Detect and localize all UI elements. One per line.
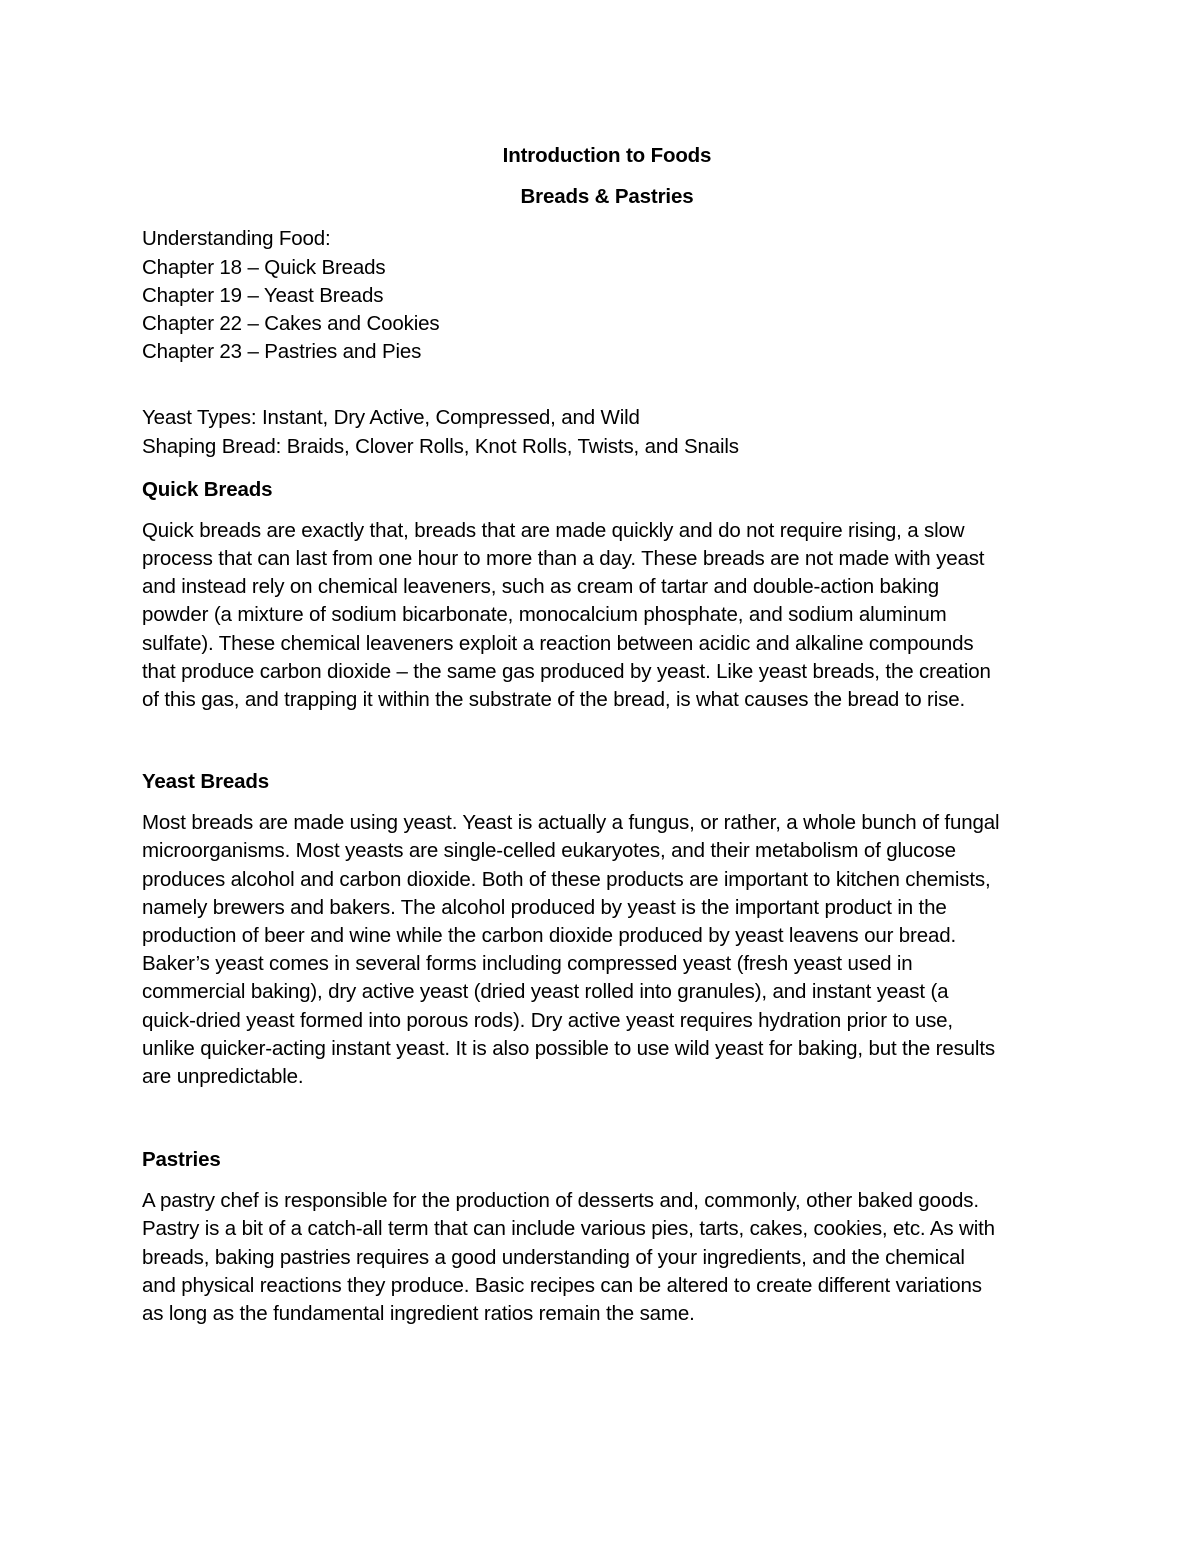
paragraph-line: production of beer and wine while the carbon dioxide produced by yeast leavens our bread. bbox=[142, 924, 957, 948]
paragraph-line: Pastry is a bit of a catch-all term that can include various pies, tarts, cakes, cookies, etc. As with bbox=[142, 1217, 995, 1241]
paragraph-line: produces alcohol and carbon dioxide. Both of these products are important to kitchen chemists, bbox=[142, 867, 991, 891]
section-quick-breads bbox=[142, 476, 1072, 714]
paragraph-line: quick-dried yeast formed into porous rods). Dry active yeast requires hydration prior to use, bbox=[142, 1008, 953, 1032]
paragraph-line: Baker’s yeast comes in several forms including compressed yeast (fresh yeast used in bbox=[142, 952, 913, 976]
paragraph-line: are unpredictable. bbox=[142, 1065, 304, 1089]
paragraph-line: namely brewers and bakers. The alcohol produced by yeast is the important product in the bbox=[142, 895, 947, 919]
types-list bbox=[142, 404, 1072, 460]
paragraph-line: sulfate). These chemical leaveners exploit a reaction between acidic and alkaline compounds bbox=[142, 631, 974, 655]
paragraph-line: Most breads are made using yeast. Yeast is actually a fungus, or rather, a whole bunch of fungal bbox=[142, 811, 1000, 835]
paragraph-line: commercial baking), dry active yeast (dried yeast rolled into granules), and instant yeast (a bbox=[142, 980, 949, 1004]
paragraph-line: microorganisms. Most yeasts are single-celled eukaryotes, and their metabolism of glucose bbox=[142, 839, 956, 863]
yeast-types-line: Yeast Types: Instant, Dry Active, Compressed, and Wild bbox=[142, 406, 640, 430]
shaping-bread-line: Shaping Bread: Braids, Clover Rolls, Knot Rolls, Twists, and Snails bbox=[142, 434, 739, 458]
paragraph-line: powder (a mixture of sodium bicarbonate, monocalcium phosphate, and sodium aluminum bbox=[142, 603, 947, 627]
reference-chapter-23: Chapter 23 – Pastries and Pies bbox=[142, 340, 422, 364]
section-body-yeast-breads bbox=[142, 809, 1072, 1091]
section-heading-yeast-breads: Yeast Breads bbox=[142, 770, 269, 794]
reference-chapter-18: Chapter 18 – Quick Breads bbox=[142, 255, 386, 279]
paragraph-line: A pastry chef is responsible for the production of desserts and, commonly, other baked goods. bbox=[142, 1189, 979, 1213]
paragraph-line: of this gas, and trapping it within the substrate of the bread, is what causes the bread to rise. bbox=[142, 688, 966, 712]
reference-chapter-22: Chapter 22 – Cakes and Cookies bbox=[142, 312, 440, 336]
paragraph-line: breads, baking pastries requires a good understanding of your ingredients, and the chemical bbox=[142, 1245, 965, 1269]
section-heading-pastries: Pastries bbox=[142, 1148, 221, 1172]
paragraph-line: and physical reactions they produce. Basic recipes can be altered to create different variations bbox=[142, 1273, 982, 1297]
document-subtitle: Breads & Pastries bbox=[520, 185, 694, 209]
reference-heading: Understanding Food: bbox=[142, 227, 331, 251]
paragraph-line: and instead rely on chemical leaveners, such as cream of tartar and double-action baking bbox=[142, 575, 940, 599]
section-body-pastries bbox=[142, 1187, 1072, 1328]
document-page bbox=[142, 142, 1072, 1328]
paragraph-line: as long as the fundamental ingredient ratios remain the same. bbox=[142, 1302, 695, 1326]
document-title: Introduction to Foods bbox=[502, 144, 712, 167]
reference-chapter-19: Chapter 19 – Yeast Breads bbox=[142, 283, 384, 307]
paragraph-line: Quick breads are exactly that, breads that are made quickly and do not require rising, a slow bbox=[142, 518, 965, 542]
section-pastries bbox=[142, 1146, 1072, 1328]
paragraph-line: that produce carbon dioxide – the same gas produced by yeast. Like yeast breads, the creation bbox=[142, 659, 991, 683]
paragraph-line: process that can last from one hour to more than a day. These breads are not made with yeast bbox=[142, 547, 985, 571]
section-yeast-breads bbox=[142, 768, 1072, 1091]
paragraph-line: unlike quicker-acting instant yeast. It is also possible to use wild yeast for baking, but the results bbox=[142, 1036, 995, 1060]
reference-list bbox=[142, 225, 1072, 366]
section-body-quick-breads bbox=[142, 517, 1072, 714]
section-heading-quick-breads: Quick Breads bbox=[142, 477, 273, 501]
